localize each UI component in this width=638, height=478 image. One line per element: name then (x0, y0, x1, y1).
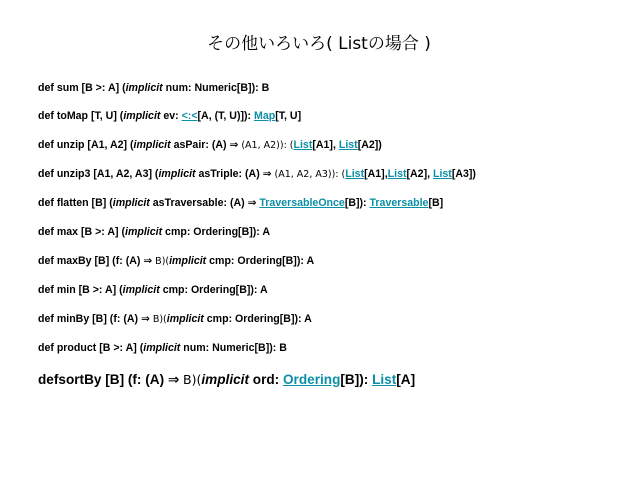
signature-minby (38, 313, 618, 326)
signature-fragment: (A1, A2)): ( (241, 140, 294, 151)
signature-text: [B]): (344, 197, 370, 209)
signature-text: def minBy [B] (f: (A) ⇒ (38, 313, 153, 325)
type-link-[interactable]: <:< (181, 110, 198, 122)
signature-text: [A] (396, 372, 416, 387)
implicit-keyword: implicit (112, 197, 150, 209)
signature-text: def unzip3 [A1, A2, A3] ( (38, 168, 159, 180)
type-link-ordering[interactable]: Ordering (282, 372, 341, 387)
signature-text: cmp: Ordering[B]): A (206, 255, 315, 267)
type-link-list[interactable]: List (387, 168, 407, 180)
signature-sortby (38, 371, 618, 388)
type-link-list[interactable]: List (345, 168, 365, 180)
signature-unzip (38, 139, 618, 152)
signature-text: asTriple: (A) ⇒ (195, 168, 275, 180)
signature-text: [B] (428, 197, 444, 209)
signature-fragment: B)( (152, 314, 167, 325)
signature-text: def max [B >: A] ( (38, 226, 126, 238)
signature-text: ev: (160, 110, 182, 122)
type-link-list[interactable]: List (293, 139, 313, 151)
type-link-traversable[interactable]: Traversable (369, 197, 429, 209)
signature-tomap (38, 110, 618, 123)
implicit-keyword: implicit (201, 372, 249, 387)
signature-text: defsortBy [B] (f: (A) ⇒ (38, 372, 184, 387)
signature-text: cmp: Ordering[B]): A (159, 284, 268, 296)
signature-text: [A2]) (357, 139, 382, 151)
type-link-list[interactable]: List (432, 168, 452, 180)
signature-product (38, 342, 618, 355)
signature-fragment: (A1, A2, A3)): ( (274, 169, 346, 180)
signature-text: [A1], (312, 139, 339, 151)
implicit-keyword: implicit (125, 226, 163, 238)
signature-text: ord: (248, 372, 283, 387)
signature-text: def sum [B >: A] ( (38, 82, 126, 94)
implicit-keyword: implicit (125, 82, 163, 94)
signature-min (38, 284, 618, 297)
signature-fragment: B)( (183, 372, 202, 387)
signature-maxby (38, 255, 618, 268)
signature-text: def product [B >: A] ( (38, 342, 144, 354)
implicit-keyword: implicit (133, 139, 171, 151)
implicit-keyword: implicit (122, 284, 160, 296)
signature-text: def toMap [T, U] ( (38, 110, 124, 122)
signature-text: [A, (T, U)]): (197, 110, 255, 122)
type-link-list[interactable]: List (338, 139, 358, 151)
signature-text: def flatten [B] ( (38, 197, 113, 209)
signature-text: asTraversable: (A) ⇒ (149, 197, 260, 209)
type-link-list[interactable]: List (372, 372, 397, 387)
implicit-keyword: implicit (158, 168, 196, 180)
type-link-map[interactable]: Map (254, 110, 276, 122)
signature-text: def maxBy [B] (f: (A) ⇒ (38, 255, 156, 267)
signature-text: num: Numeric[B]): B (162, 82, 270, 94)
implicit-keyword: implicit (169, 255, 207, 267)
signature-text: asPair: (A) ⇒ (170, 139, 242, 151)
signature-text: [A2], (406, 168, 433, 180)
type-link-traversableonce[interactable]: TraversableOnce (259, 197, 345, 209)
signature-text: def unzip [A1, A2] ( (38, 139, 134, 151)
implicit-keyword: implicit (166, 313, 204, 325)
signature-text: cmp: Ordering[B]): A (203, 313, 312, 325)
signature-sum (38, 82, 618, 95)
slide-title: その他いろいろ( Listの場合 ) (207, 34, 431, 54)
signature-fragment: B)( (155, 256, 170, 267)
signature-text: [A1], (364, 168, 388, 180)
signature-text: cmp: Ordering[B]): A (162, 226, 271, 238)
signature-text: num: Numeric[B]): B (180, 342, 287, 354)
implicit-keyword: implicit (123, 110, 161, 122)
signature-unzip3 (38, 168, 618, 181)
signature-text: [B]): (340, 372, 373, 387)
implicit-keyword: implicit (143, 342, 181, 354)
signature-max (38, 226, 618, 239)
signature-text: [T, U] (275, 110, 302, 122)
signature-flatten (38, 197, 618, 210)
signature-text: [A3]) (451, 168, 476, 180)
signature-text: def min [B >: A] ( (38, 284, 123, 296)
